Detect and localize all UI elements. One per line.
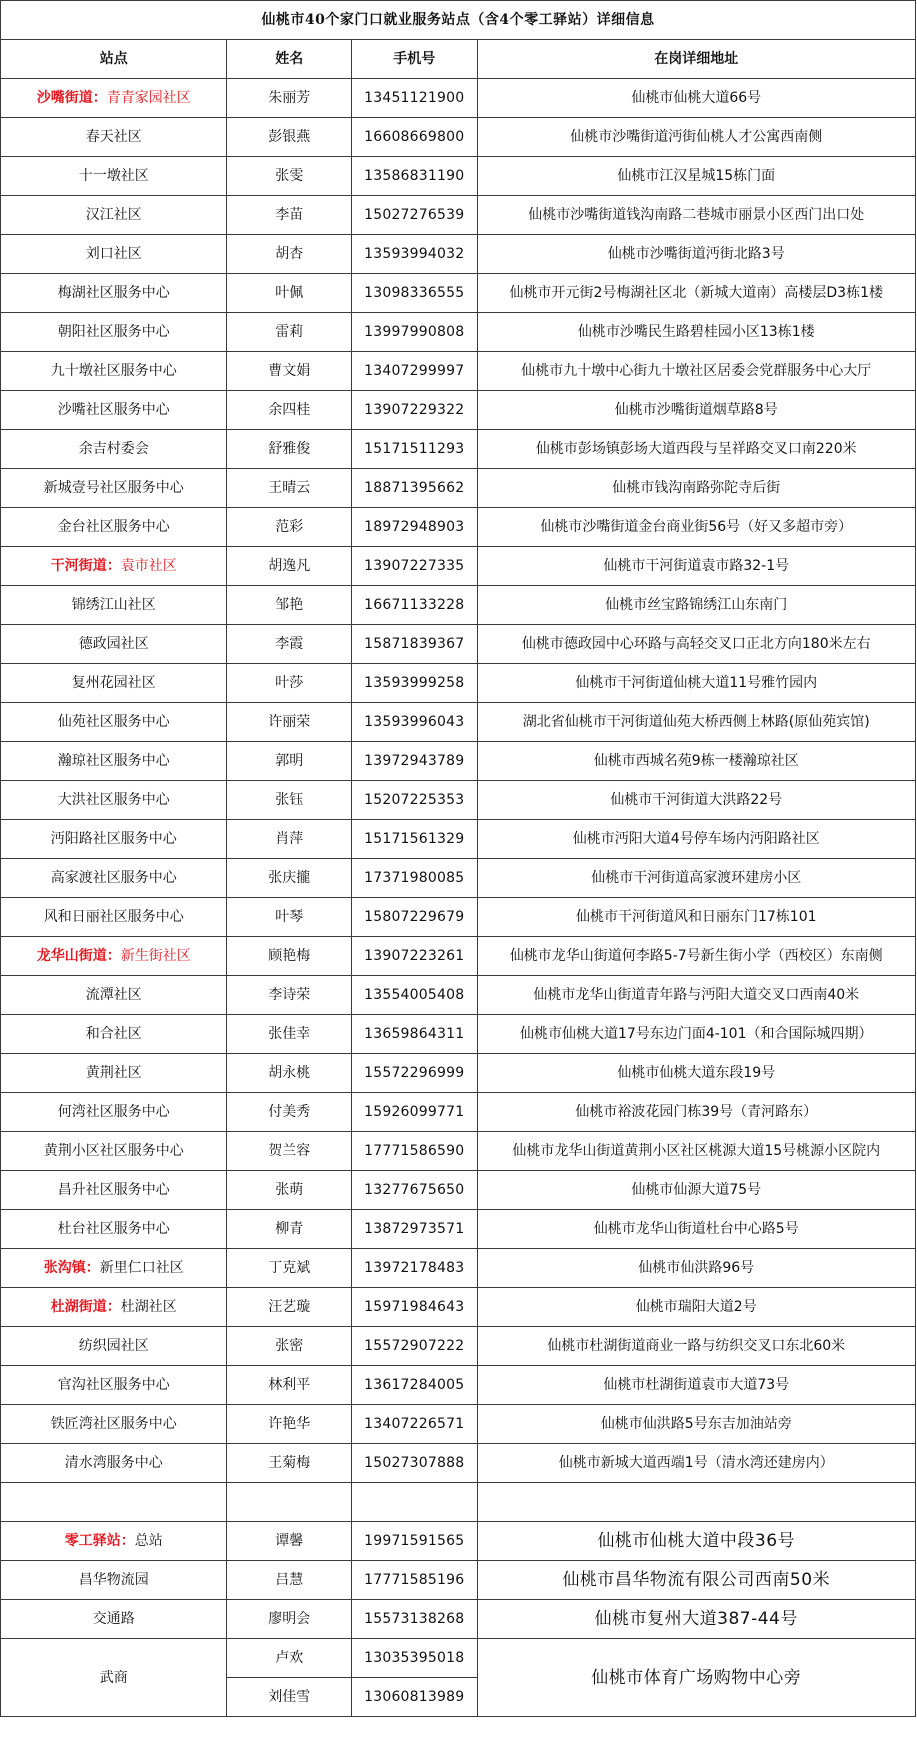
station-name: 沔阳路社区服务中心 xyxy=(50,831,177,847)
phone-number: 13098336555 xyxy=(351,274,477,313)
contact-name: 吕慧 xyxy=(227,1561,351,1600)
station-name: 风和日丽社区服务中心 xyxy=(43,909,184,925)
station-name: 朝阳社区服务中心 xyxy=(57,324,170,340)
table-row xyxy=(1,742,916,781)
contact-name: 廖明会 xyxy=(227,1600,351,1639)
table-row xyxy=(1,586,916,625)
phone-number: 17771585196 xyxy=(351,1561,477,1600)
table-row xyxy=(1,937,916,976)
contact-name: 柳青 xyxy=(227,1210,351,1249)
table-row xyxy=(1,274,916,313)
station-cell xyxy=(1,547,227,586)
station-name: 十一墩社区 xyxy=(78,168,149,184)
contact-name: 肖萍 xyxy=(227,820,351,859)
station-cell xyxy=(1,664,227,703)
station-cell xyxy=(1,781,227,820)
contact-name: 张密 xyxy=(227,1327,351,1366)
gig-station-row xyxy=(1,1561,916,1600)
table-row xyxy=(1,1054,916,1093)
table-row xyxy=(1,781,916,820)
station-cell xyxy=(1,625,227,664)
contact-name: 许丽荣 xyxy=(227,703,351,742)
station-cell xyxy=(1,1015,227,1054)
address: 仙桃市干河街道袁市路32-1号 xyxy=(477,547,915,586)
address: 仙桃市沙嘴街道钱沟南路二巷城市丽景小区西门出口处 xyxy=(477,196,915,235)
phone-number: 15027307888 xyxy=(351,1444,477,1483)
table-row xyxy=(1,430,916,469)
address: 仙桃市龙华山街道青年路与沔阳大道交叉口西南40米 xyxy=(477,976,915,1015)
phone-number: 15027276539 xyxy=(351,196,477,235)
station-cell xyxy=(1,118,227,157)
table-row xyxy=(1,703,916,742)
station-cell xyxy=(1,976,227,1015)
phone-number: 17771586590 xyxy=(351,1132,477,1171)
blank-row xyxy=(1,1483,916,1522)
address: 仙桃市仙桃大道66号 xyxy=(477,79,915,118)
contact-name: 舒雅俊 xyxy=(227,430,351,469)
station-name: 高家渡社区服务中心 xyxy=(50,870,177,886)
phone-number: 15207225353 xyxy=(351,781,477,820)
contact-name: 李苗 xyxy=(227,196,351,235)
station-name: 瀚琼社区服务中心 xyxy=(57,753,170,769)
station-name: 袁市社区 xyxy=(120,558,177,574)
station-name: 铁匠湾社区服务中心 xyxy=(50,1416,177,1432)
phone-number: 13593999258 xyxy=(351,664,477,703)
station-name: 金台社区服务中心 xyxy=(57,519,170,535)
table-row xyxy=(1,1093,916,1132)
phone-number: 15971984643 xyxy=(351,1288,477,1327)
station-name: 新里仁口社区 xyxy=(99,1260,184,1276)
contact-name: 余四桂 xyxy=(227,391,351,430)
station-name: 杜湖社区 xyxy=(120,1299,177,1315)
contact-name: 邹艳 xyxy=(227,586,351,625)
blank-cell xyxy=(1,1483,227,1522)
phone-number: 13972178483 xyxy=(351,1249,477,1288)
table-row xyxy=(1,664,916,703)
phone-number: 13907229322 xyxy=(351,391,477,430)
contact-name: 付美秀 xyxy=(227,1093,351,1132)
address: 仙桃市龙华山街道黄荆小区社区桃源大道15号桃源小区院内 xyxy=(477,1132,915,1171)
address: 仙桃市丝宝路锦绣江山东南门 xyxy=(477,586,915,625)
station-name: 官沟社区服务中心 xyxy=(57,1377,170,1393)
address: 仙桃市仙源大道75号 xyxy=(477,1171,915,1210)
station-cell xyxy=(1,859,227,898)
blank-cell xyxy=(227,1483,351,1522)
address: 仙桃市瑞阳大道2号 xyxy=(477,1288,915,1327)
district-label: 零工驿站： xyxy=(64,1533,135,1549)
table-row xyxy=(1,1015,916,1054)
contact-name: 李诗荣 xyxy=(227,976,351,1015)
station-name: 汉江社区 xyxy=(85,207,142,223)
address: 仙桃市沙嘴街道金台商业街56号（好又多超市旁） xyxy=(477,508,915,547)
district-label: 张沟镇： xyxy=(43,1260,100,1276)
station-cell xyxy=(1,1561,227,1600)
blank-cell xyxy=(351,1483,477,1522)
contact-name: 胡永桃 xyxy=(227,1054,351,1093)
contact-name: 郭明 xyxy=(227,742,351,781)
address: 仙桃市沙嘴街道沔街北路3号 xyxy=(477,235,915,274)
station-name: 纺织园社区 xyxy=(78,1338,149,1354)
station-name: 沙嘴社区服务中心 xyxy=(57,402,170,418)
address: 仙桃市仙桃大道东段19号 xyxy=(477,1054,915,1093)
station-cell xyxy=(1,1327,227,1366)
contact-name: 李霞 xyxy=(227,625,351,664)
address: 仙桃市九十墩中心街九十墩社区居委会党群服务中心大厅 xyxy=(477,352,915,391)
station-cell xyxy=(1,1171,227,1210)
contact-name: 许艳华 xyxy=(227,1405,351,1444)
phone-number: 15807229679 xyxy=(351,898,477,937)
phone-number: 15573138268 xyxy=(351,1600,477,1639)
phone-number: 13060813989 xyxy=(351,1678,477,1717)
station-cell xyxy=(1,1444,227,1483)
station-cell xyxy=(1,391,227,430)
phone-number: 13407299997 xyxy=(351,352,477,391)
station-name: 昌华物流园 xyxy=(78,1572,149,1588)
address: 仙桃市沔阳大道4号停车场内沔阳路社区 xyxy=(477,820,915,859)
header-phone: 手机号 xyxy=(351,40,477,79)
contact-name: 雷莉 xyxy=(227,313,351,352)
table-row xyxy=(1,313,916,352)
address: 仙桃市钱沟南路弥陀寺后街 xyxy=(477,469,915,508)
station-name: 流潭社区 xyxy=(85,987,142,1003)
table-row xyxy=(1,1288,916,1327)
phone-number: 16608669800 xyxy=(351,118,477,157)
station-name: 新城壹号社区服务中心 xyxy=(43,480,184,496)
address: 仙桃市仙桃大道17号东边门面4-101（和合国际城四期） xyxy=(477,1015,915,1054)
phone-number: 13659864311 xyxy=(351,1015,477,1054)
station-cell xyxy=(1,703,227,742)
address: 仙桃市龙华山街道何李路5-7号新生街小学（西校区）东南侧 xyxy=(477,937,915,976)
station-cell xyxy=(1,1366,227,1405)
station-cell xyxy=(1,1600,227,1639)
station-cell xyxy=(1,1249,227,1288)
phone-number: 13554005408 xyxy=(351,976,477,1015)
address: 仙桃市龙华山街道杜台中心路5号 xyxy=(477,1210,915,1249)
phone-number: 15572296999 xyxy=(351,1054,477,1093)
table-row xyxy=(1,469,916,508)
station-cell xyxy=(1,1210,227,1249)
station-name: 新生街社区 xyxy=(120,948,191,964)
district-label: 沙嘴街道： xyxy=(36,90,107,106)
table-row xyxy=(1,1132,916,1171)
station-cell: 武商 xyxy=(1,1639,227,1717)
station-name: 和合社区 xyxy=(85,1026,142,1042)
station-name: 黄荆小区社区服务中心 xyxy=(43,1143,184,1159)
address: 仙桃市德政园中心环路与高轻交叉口正北方向180米左右 xyxy=(477,625,915,664)
station-name: 总站 xyxy=(134,1533,163,1549)
phone-number: 13035395018 xyxy=(351,1639,477,1678)
contact-name: 叶佩 xyxy=(227,274,351,313)
phone-number: 13617284005 xyxy=(351,1366,477,1405)
table-row xyxy=(1,1249,916,1288)
station-name: 交通路 xyxy=(92,1611,135,1627)
station-cell xyxy=(1,157,227,196)
phone-number: 15572907222 xyxy=(351,1327,477,1366)
station-name: 何湾社区服务中心 xyxy=(57,1104,170,1120)
address: 仙桃市杜湖街道袁市大道73号 xyxy=(477,1366,915,1405)
contact-name: 顾艳梅 xyxy=(227,937,351,976)
address: 仙桃市西城名苑9栋一楼瀚琼社区 xyxy=(477,742,915,781)
station-name: 复州花园社区 xyxy=(71,675,156,691)
address: 仙桃市江汉星城15栋门面 xyxy=(477,157,915,196)
district-label: 干河街道： xyxy=(50,558,121,574)
phone-number: 13872973571 xyxy=(351,1210,477,1249)
contact-name: 张雯 xyxy=(227,157,351,196)
contact-name: 叶莎 xyxy=(227,664,351,703)
station-cell xyxy=(1,274,227,313)
contact-name: 卢欢 xyxy=(227,1639,351,1678)
table-row xyxy=(1,898,916,937)
station-name: 余吉村委会 xyxy=(78,441,149,457)
gig-station-row xyxy=(1,1600,916,1639)
station-name: 清水湾服务中心 xyxy=(64,1455,163,1471)
blank-cell xyxy=(477,1483,915,1522)
phone-number: 18871395662 xyxy=(351,469,477,508)
contact-name: 张钰 xyxy=(227,781,351,820)
station-cell xyxy=(1,1054,227,1093)
station-name: 春天社区 xyxy=(85,129,142,145)
station-name: 九十墩社区服务中心 xyxy=(50,363,177,379)
address: 仙桃市杜湖街道商业一路与纺织交叉口东北60米 xyxy=(477,1327,915,1366)
contact-name: 朱丽芳 xyxy=(227,79,351,118)
contact-name: 范彩 xyxy=(227,508,351,547)
phone-number: 13907223261 xyxy=(351,937,477,976)
table-row xyxy=(1,547,916,586)
phone-number: 16671133228 xyxy=(351,586,477,625)
station-cell xyxy=(1,820,227,859)
address: 仙桃市仙洪路5号东吉加油站旁 xyxy=(477,1405,915,1444)
address: 仙桃市复州大道387-44号 xyxy=(477,1600,915,1639)
table-row xyxy=(1,79,916,118)
contact-name: 叶琴 xyxy=(227,898,351,937)
contact-name: 丁克斌 xyxy=(227,1249,351,1288)
phone-number: 13593994032 xyxy=(351,235,477,274)
station-name: 梅湖社区服务中心 xyxy=(57,285,170,301)
phone-number: 19971591565 xyxy=(351,1522,477,1561)
address: 仙桃市干河街道仙桃大道11号雅竹园内 xyxy=(477,664,915,703)
station-name: 青青家园社区 xyxy=(106,90,191,106)
table-row xyxy=(1,1210,916,1249)
table-row xyxy=(1,1444,916,1483)
gig-station-row xyxy=(1,1639,916,1678)
station-cell xyxy=(1,235,227,274)
address: 仙桃市开元街2号梅湖社区北（新城大道南）高楼层D3栋1楼 xyxy=(477,274,915,313)
header-station: 站点 xyxy=(1,40,227,79)
station-cell xyxy=(1,1522,227,1561)
address: 仙桃市新城大道西端1号（清水湾还建房内） xyxy=(477,1444,915,1483)
station-cell xyxy=(1,898,227,937)
station-cell xyxy=(1,1405,227,1444)
table-row xyxy=(1,1405,916,1444)
district-label: 杜湖街道： xyxy=(50,1299,121,1315)
phone-number: 13586831190 xyxy=(351,157,477,196)
contact-name: 胡逸凡 xyxy=(227,547,351,586)
phone-number: 15926099771 xyxy=(351,1093,477,1132)
station-cell xyxy=(1,469,227,508)
phone-number: 15171511293 xyxy=(351,430,477,469)
phone-number: 13407226571 xyxy=(351,1405,477,1444)
station-cell xyxy=(1,430,227,469)
phone-number: 18972948903 xyxy=(351,508,477,547)
contact-name: 张萌 xyxy=(227,1171,351,1210)
address: 仙桃市彭场镇彭场大道西段与呈祥路交叉口南220米 xyxy=(477,430,915,469)
table-row xyxy=(1,118,916,157)
table-row xyxy=(1,820,916,859)
table-row xyxy=(1,157,916,196)
station-cell xyxy=(1,196,227,235)
table-row xyxy=(1,1327,916,1366)
phone-number: 15871839367 xyxy=(351,625,477,664)
contact-name: 张庆攏 xyxy=(227,859,351,898)
table-row xyxy=(1,391,916,430)
address: 仙桃市体育广场购物中心旁 xyxy=(477,1639,915,1717)
gig-station-row xyxy=(1,1522,916,1561)
contact-name: 王晴云 xyxy=(227,469,351,508)
station-name: 仙苑社区服务中心 xyxy=(57,714,170,730)
station-name: 昌升社区服务中心 xyxy=(57,1182,170,1198)
station-cell xyxy=(1,937,227,976)
table-row xyxy=(1,235,916,274)
phone-number: 13277675650 xyxy=(351,1171,477,1210)
contact-name: 谭馨 xyxy=(227,1522,351,1561)
contact-name: 张佳幸 xyxy=(227,1015,351,1054)
station-name: 德政园社区 xyxy=(78,636,149,652)
contact-name: 彭银燕 xyxy=(227,118,351,157)
phone-number: 17371980085 xyxy=(351,859,477,898)
contact-name: 刘佳雪 xyxy=(227,1678,351,1717)
address: 仙桃市干河街道高家渡环建房小区 xyxy=(477,859,915,898)
table-row xyxy=(1,859,916,898)
address: 仙桃市干河街道大洪路22号 xyxy=(477,781,915,820)
station-cell xyxy=(1,742,227,781)
station-name: 刘口社区 xyxy=(85,246,142,262)
station-cell xyxy=(1,79,227,118)
contact-name: 王菊梅 xyxy=(227,1444,351,1483)
contact-name: 汪艺璇 xyxy=(227,1288,351,1327)
contact-name: 曹文娟 xyxy=(227,352,351,391)
phone-number: 13997990808 xyxy=(351,313,477,352)
station-name: 杜台社区服务中心 xyxy=(57,1221,170,1237)
table-row xyxy=(1,352,916,391)
station-name: 大洪社区服务中心 xyxy=(57,792,170,808)
address: 仙桃市裕波花园门栋39号（青河路东） xyxy=(477,1093,915,1132)
address: 仙桃市昌华物流有限公司西南50米 xyxy=(477,1561,915,1600)
table-row xyxy=(1,976,916,1015)
header-address: 在岗详细地址 xyxy=(477,40,915,79)
station-cell xyxy=(1,352,227,391)
station-cell xyxy=(1,508,227,547)
phone-number: 13907227335 xyxy=(351,547,477,586)
station-cell xyxy=(1,313,227,352)
station-cell xyxy=(1,1288,227,1327)
phone-number: 15171561329 xyxy=(351,820,477,859)
contact-name: 林利平 xyxy=(227,1366,351,1405)
header-name: 姓名 xyxy=(227,40,351,79)
station-name: 锦绣江山社区 xyxy=(71,597,156,613)
page-title: 仙桃市40个家门口就业服务站点（含4个零工驿站）详细信息 xyxy=(1,1,916,40)
address: 仙桃市沙嘴街道沔街仙桃人才公寓西南侧 xyxy=(477,118,915,157)
station-cell xyxy=(1,1132,227,1171)
station-cell xyxy=(1,586,227,625)
address: 仙桃市仙洪路96号 xyxy=(477,1249,915,1288)
address: 仙桃市沙嘴民生路碧桂园小区13栋1楼 xyxy=(477,313,915,352)
address: 仙桃市干河街道风和日丽东门17栋101 xyxy=(477,898,915,937)
phone-number: 13593996043 xyxy=(351,703,477,742)
contact-name: 胡杏 xyxy=(227,235,351,274)
phone-number: 13451121900 xyxy=(351,79,477,118)
district-label: 龙华山街道： xyxy=(36,948,121,964)
table-row xyxy=(1,508,916,547)
table-row xyxy=(1,196,916,235)
station-name: 黄荆社区 xyxy=(85,1065,142,1081)
contact-name: 贺兰容 xyxy=(227,1132,351,1171)
phone-number: 13972943789 xyxy=(351,742,477,781)
table-row xyxy=(1,1366,916,1405)
address: 湖北省仙桃市干河街道仙苑大桥西侧上林路(原仙苑宾馆) xyxy=(477,703,915,742)
table-row xyxy=(1,625,916,664)
table-row xyxy=(1,1171,916,1210)
address: 仙桃市沙嘴街道烟草路8号 xyxy=(477,391,915,430)
address: 仙桃市仙桃大道中段36号 xyxy=(477,1522,915,1561)
station-cell xyxy=(1,1093,227,1132)
